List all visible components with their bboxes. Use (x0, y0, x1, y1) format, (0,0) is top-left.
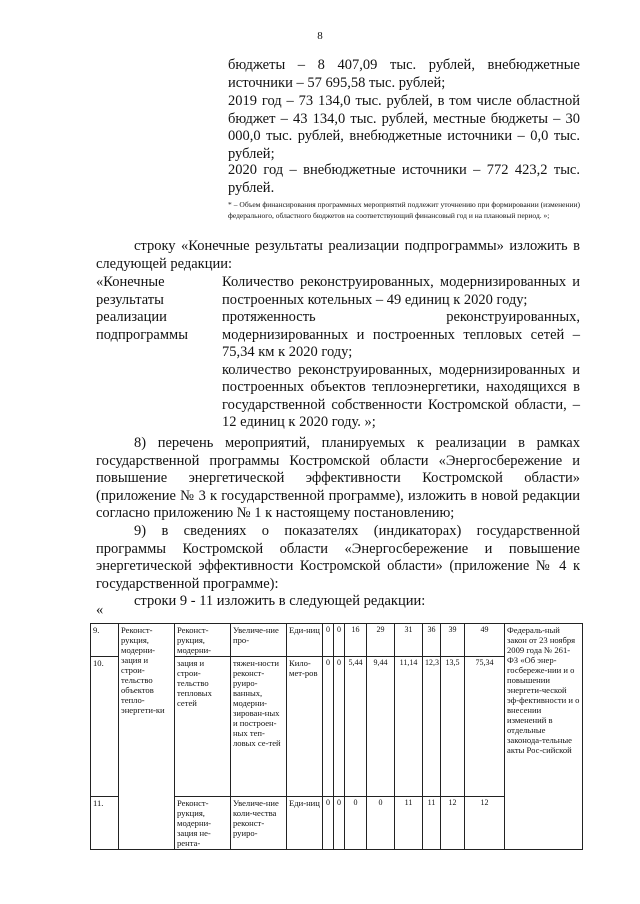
cell-action: Реконст-рукция, модерни- (175, 624, 231, 657)
cell-value: 11 (423, 797, 441, 850)
paragraph-9: 9) в сведениях о показателях (индикаторах) государственной программы Костромской области «Энергосбережение и повышение энергетической эффективности Костромской области» (приложение № 4 к государственной программе): (96, 523, 580, 592)
cell-unit: Кило-мет-ров (287, 657, 323, 797)
cell-value: 12 (465, 797, 505, 850)
cell-value: 31 (395, 624, 423, 657)
row-number: 9. (91, 624, 119, 657)
paragraph-8: 8) перечень мероприятий, планируемых к реализации в рамках государственной программы Костромской области «Энергосбережение и повышение энергетической эффективности Костромской области» (приложение № 3 к государственной программе), изложить в новой редакции согласно приложению № 1 к настоящему постановлению; (96, 435, 580, 521)
cell-value: 0 (323, 797, 334, 850)
cell-value: 36 (423, 624, 441, 657)
cell-value: 0 (323, 657, 334, 797)
cell-value: 16 (345, 624, 367, 657)
results-values (222, 274, 580, 432)
cell-value: 0 (334, 797, 345, 850)
results-value-objects: количество реконструированных, модернизированных и построенных объектов теплоэнергетики, находящихся в государственной собственности Костромской области, – 12 единиц к 2020 году. »; (222, 361, 580, 430)
paragraph-results-intro: строку «Конечные результаты реализации подпрограммы» изложить в следующей редакции: (96, 238, 580, 272)
paragraph-rows: строки 9 - 11 изложить в следующей редакции: (134, 593, 426, 609)
cell-value: 12,3 (423, 657, 441, 797)
cell-value: 12 (441, 797, 465, 850)
row-number: 11. (91, 797, 119, 850)
cell-action: зация и строи-тельство тепловых сетей (175, 657, 231, 797)
cell-value: 5,44 (345, 657, 367, 797)
cell-value: 0 (334, 624, 345, 657)
cell-value: 49 (465, 624, 505, 657)
row-number: 10. (91, 657, 119, 797)
cell-basis: Федераль-ный закон от 23 ноября 2009 года № 261-ФЗ «Об энер-госбереже-нии и о повышении энергети-ческой эф-фективности и о внесении изменений в отдельные законода-тельные акты Рос-сийской (505, 624, 583, 850)
cell-value: 29 (367, 624, 395, 657)
cell-value: 13,5 (441, 657, 465, 797)
cell-value: 0 (345, 797, 367, 850)
table-row (91, 624, 583, 657)
cell-value: 0 (334, 657, 345, 797)
results-label: «Конечные результаты реализации подпрограммы (96, 274, 188, 343)
cell-value: 11,14 (395, 657, 423, 797)
cell-value: 11 (395, 797, 423, 850)
indicators-table (90, 623, 583, 850)
financing-line-1: бюджеты – 8 407,09 тыс. рублей, внебюджетные источники – 57 695,58 тыс. рублей; (228, 57, 580, 91)
cell-indicator: Увеличе-ние коли-чества реконст-руиро- (231, 797, 287, 850)
cell-value: 0 (323, 624, 334, 657)
cell-value: 0 (367, 797, 395, 850)
open-quote: « (96, 602, 104, 618)
cell-indicator: Увеличе-ние про- (231, 624, 287, 657)
cell-indicator: тяжен-ности реконст-руиро-ванных, модерни-зирован-ных и построен-ных теп-ловых се-тей (231, 657, 287, 797)
financing-line-3: 2020 год – внебюджетные источники – 772 423,2 тыс. рублей. (228, 162, 580, 196)
results-value-networks: протяженность реконструированных, модернизированных и построенных тепловых сетей – 75,34 км к 2020 году; (222, 309, 580, 360)
cell-unit: Еди-ниц (287, 624, 323, 657)
results-value-boilers: Количество реконструированных, модернизированных и построенных котельных – 49 единиц к 2020 году; (222, 274, 580, 308)
cell-value: 39 (441, 624, 465, 657)
page-number: 8 (317, 30, 323, 42)
footnote: * – Объем финансирования программных мероприятий подлежит уточнению при формировании (изменении) федерального, областного бюджетов на соответствующий финансовый год и на плановый период. »; (228, 200, 580, 220)
cell-action: Реконст-рукция, модерни-зация не-рента- (175, 797, 231, 850)
cell-value: 75,34 (465, 657, 505, 797)
financing-line-2: 2019 год – 73 134,0 тыс. рублей, в том числе областной бюджет – 43 134,0 тыс. рублей, местные бюджеты – 30 000,0 тыс. рублей, внебюджетные источники – 0,0 тыс. рублей; (228, 93, 580, 162)
cell-value: 9,44 (367, 657, 395, 797)
cell-objects: Реконст-рукция, модерни- зация и строи-тельство объектов тепло-энергети-ки (119, 624, 175, 850)
cell-unit: Еди-ниц (287, 797, 323, 850)
